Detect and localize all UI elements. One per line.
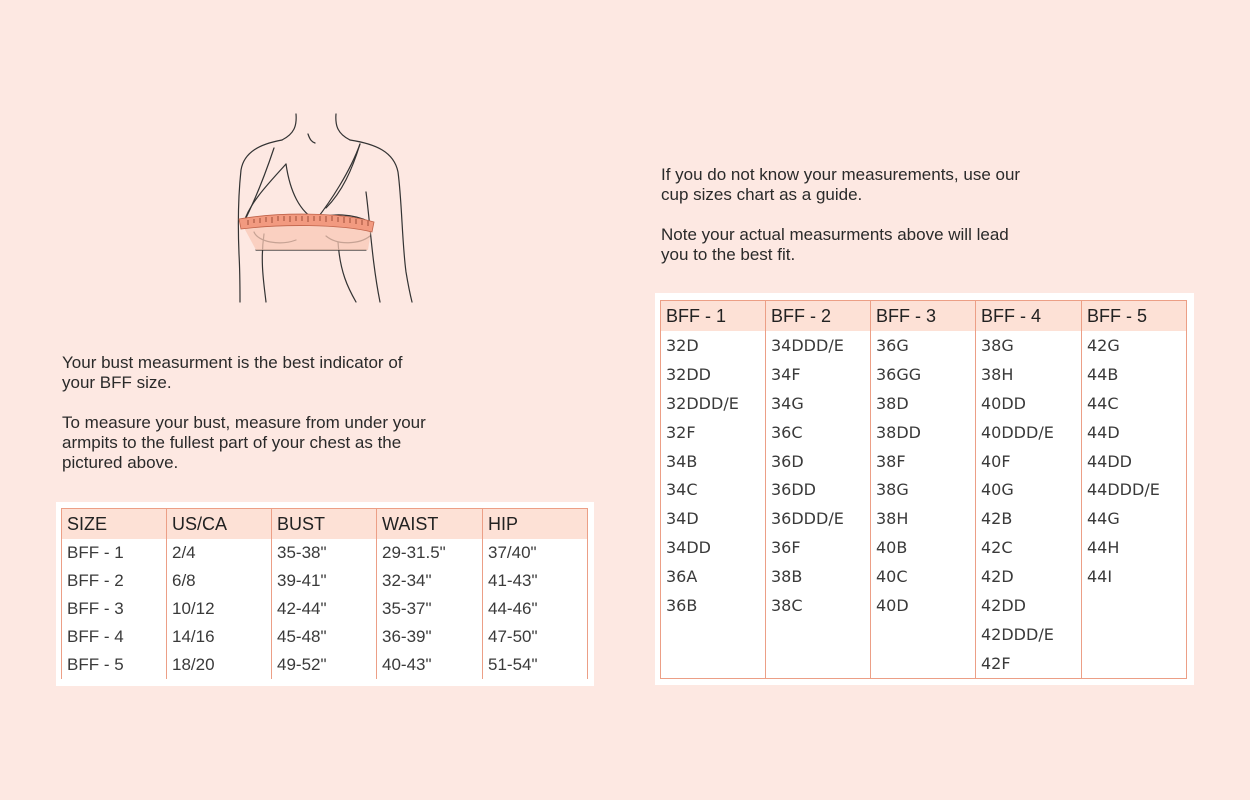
table-cell: 36D: [766, 447, 871, 476]
size-chart-table: [61, 508, 588, 679]
guide-intro-text: [661, 165, 1020, 205]
table-cell: 39-41": [272, 567, 377, 595]
table-cell: [1082, 591, 1187, 620]
table-cell: 40G: [976, 475, 1082, 504]
table-cell: [766, 620, 871, 649]
table-cell: 32D: [661, 331, 766, 360]
column-header: BFF - 1: [661, 301, 766, 332]
table-cell: 34G: [766, 389, 871, 418]
table-cell: 36DD: [766, 475, 871, 504]
table-row: [661, 447, 1187, 476]
table-cell: 47-50": [483, 623, 588, 651]
table-cell: 36DDD/E: [766, 504, 871, 533]
table-cell: BFF - 5: [62, 651, 167, 679]
table-cell: BFF - 4: [62, 623, 167, 651]
table-cell: 34D: [661, 504, 766, 533]
text-line: pictured above.: [62, 453, 179, 472]
table-cell: 38B: [766, 562, 871, 591]
column-header: BFF - 3: [871, 301, 976, 332]
table-cell: 38G: [871, 475, 976, 504]
text-line: Your bust measurment is the best indicator of: [62, 353, 403, 372]
table-row: [661, 389, 1187, 418]
column-header: WAIST: [377, 509, 483, 540]
text-line: your BFF size.: [62, 373, 172, 392]
table-cell: 42-44": [272, 595, 377, 623]
table-cell: 44-46": [483, 595, 588, 623]
table-row: [661, 331, 1187, 360]
table-cell: 37/40": [483, 539, 588, 567]
table-header-row: [661, 301, 1187, 332]
table-cell: 40DD: [976, 389, 1082, 418]
table-cell: 45-48": [272, 623, 377, 651]
table-cell: 41-43": [483, 567, 588, 595]
table-cell: 42F: [976, 649, 1082, 678]
table-cell: 40B: [871, 533, 976, 562]
table-cell: 42D: [976, 562, 1082, 591]
table-cell: 44D: [1082, 418, 1187, 447]
table-cell: [1082, 620, 1187, 649]
size-chart-panel: [56, 502, 594, 686]
table-cell: 36-39": [377, 623, 483, 651]
column-header: HIP: [483, 509, 588, 540]
table-row: [62, 567, 588, 595]
table-cell: 40-43": [377, 651, 483, 679]
table-cell: 32DD: [661, 360, 766, 389]
cup-size-chart-panel: [655, 293, 1194, 685]
table-cell: [661, 620, 766, 649]
bust-measurement-illustration: [230, 112, 420, 304]
table-row: [661, 418, 1187, 447]
table-cell: 42DDD/E: [976, 620, 1082, 649]
table-cell: 10/12: [167, 595, 272, 623]
table-cell: BFF - 3: [62, 595, 167, 623]
table-cell: 29-31.5": [377, 539, 483, 567]
table-header-row: [62, 509, 588, 540]
text-line: cup sizes chart as a guide.: [661, 185, 863, 204]
table-cell: 40DDD/E: [976, 418, 1082, 447]
table-cell: 36C: [766, 418, 871, 447]
table-row: [661, 475, 1187, 504]
column-header: BUST: [272, 509, 377, 540]
table-cell: 32DDD/E: [661, 389, 766, 418]
table-row: [661, 533, 1187, 562]
table-cell: 38DD: [871, 418, 976, 447]
table-cell: 42G: [1082, 331, 1187, 360]
table-cell: BFF - 1: [62, 539, 167, 567]
table-row: [661, 562, 1187, 591]
table-cell: 42DD: [976, 591, 1082, 620]
table-cell: 40C: [871, 562, 976, 591]
table-cell: 32-34": [377, 567, 483, 595]
text-line: Note your actual measurments above will lead: [661, 225, 1009, 244]
table-cell: [1082, 649, 1187, 678]
measure-intro-text: [62, 353, 403, 393]
table-cell: [766, 649, 871, 678]
table-row: [62, 595, 588, 623]
column-header: SIZE: [62, 509, 167, 540]
table-cell: 35-38": [272, 539, 377, 567]
table-cell: 36F: [766, 533, 871, 562]
table-cell: 18/20: [167, 651, 272, 679]
table-cell: [871, 620, 976, 649]
table-row: [62, 623, 588, 651]
table-cell: 44G: [1082, 504, 1187, 533]
table-cell: 34DD: [661, 533, 766, 562]
text-line: you to the best fit.: [661, 245, 796, 264]
table-cell: 34DDD/E: [766, 331, 871, 360]
text-line: To measure your bust, measure from under your: [62, 413, 426, 432]
table-row: [62, 539, 588, 567]
cup-size-chart-table: [660, 300, 1187, 679]
column-header: BFF - 5: [1082, 301, 1187, 332]
table-cell: BFF - 2: [62, 567, 167, 595]
measure-instructions-text: [62, 413, 426, 473]
table-row: [661, 504, 1187, 533]
table-cell: 35-37": [377, 595, 483, 623]
table-cell: 32F: [661, 418, 766, 447]
table-cell: 40D: [871, 591, 976, 620]
table-cell: 34B: [661, 447, 766, 476]
table-cell: 36B: [661, 591, 766, 620]
table-cell: 40F: [976, 447, 1082, 476]
table-cell: 42C: [976, 533, 1082, 562]
table-cell: 38H: [976, 360, 1082, 389]
table-cell: 44H: [1082, 533, 1187, 562]
table-row: [661, 360, 1187, 389]
table-cell: 51-54": [483, 651, 588, 679]
guide-note-text: [661, 225, 1009, 265]
table-row: [62, 651, 588, 679]
table-cell: 38D: [871, 389, 976, 418]
table-cell: 42B: [976, 504, 1082, 533]
table-cell: 44B: [1082, 360, 1187, 389]
table-cell: 49-52": [272, 651, 377, 679]
table-cell: 38C: [766, 591, 871, 620]
table-cell: 38G: [976, 331, 1082, 360]
table-cell: 2/4: [167, 539, 272, 567]
table-row: [661, 591, 1187, 620]
column-header: US/CA: [167, 509, 272, 540]
table-cell: 6/8: [167, 567, 272, 595]
column-header: BFF - 4: [976, 301, 1082, 332]
text-line: If you do not know your measurements, use our: [661, 165, 1021, 184]
table-cell: [661, 649, 766, 678]
table-cell: 34F: [766, 360, 871, 389]
table-cell: 34C: [661, 475, 766, 504]
table-cell: 44C: [1082, 389, 1187, 418]
table-row: [661, 649, 1187, 678]
table-cell: 44DD: [1082, 447, 1187, 476]
table-cell: 38F: [871, 447, 976, 476]
table-cell: [871, 649, 976, 678]
table-cell: 38H: [871, 504, 976, 533]
table-cell: 36GG: [871, 360, 976, 389]
column-header: BFF - 2: [766, 301, 871, 332]
table-row: [661, 620, 1187, 649]
table-cell: 14/16: [167, 623, 272, 651]
table-cell: 44DDD/E: [1082, 475, 1187, 504]
table-cell: 36A: [661, 562, 766, 591]
text-line: armpits to the fullest part of your chest as the: [62, 433, 402, 452]
table-cell: 36G: [871, 331, 976, 360]
table-cell: 44I: [1082, 562, 1187, 591]
